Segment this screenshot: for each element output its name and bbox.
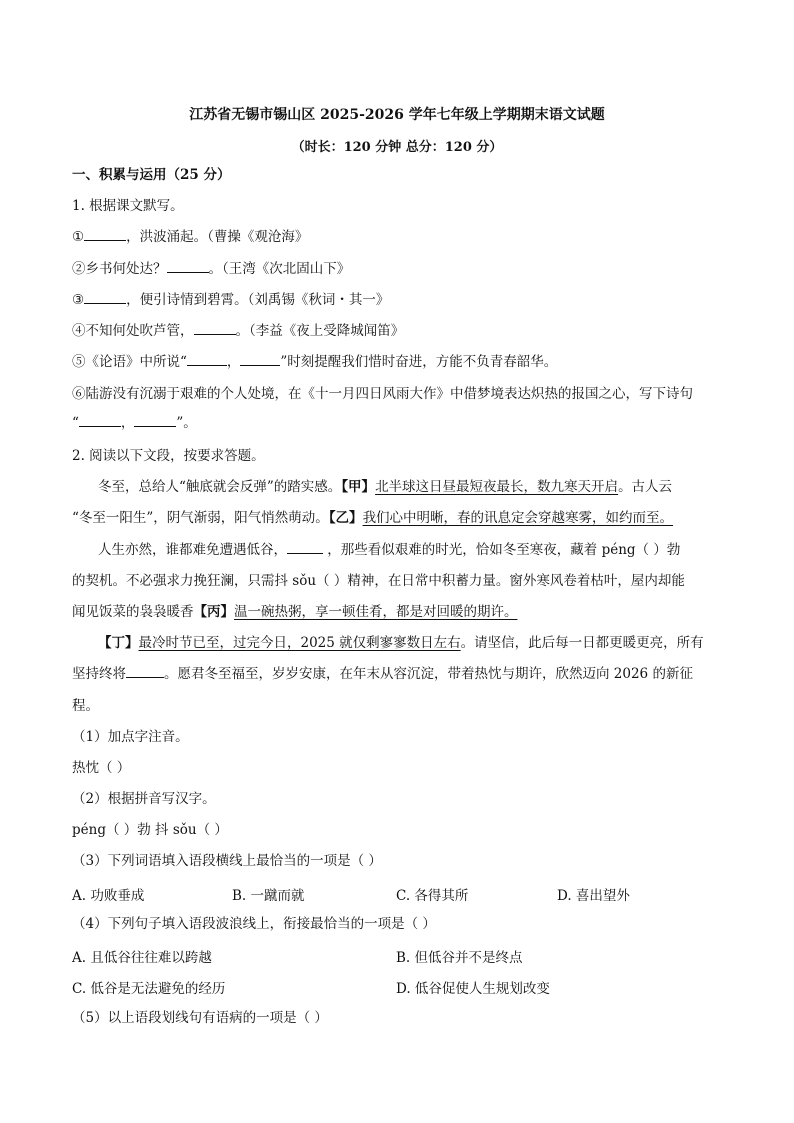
option-b[interactable]: B. 一蹴而就	[232, 888, 305, 904]
text: ②乡书何处达？	[72, 261, 167, 277]
q1-item-1	[72, 228, 308, 246]
answer-blank[interactable]	[167, 260, 209, 273]
q1-stem: 1. 根据课文默写。	[72, 198, 184, 214]
text: “冬至一阳生”，阴气渐弱，阳气悄然萌动。	[72, 510, 329, 526]
text: 闻见饭菜的袅袅暖香	[72, 604, 194, 620]
passage-p1-line1	[98, 478, 672, 496]
sub4-stem: （4）下列句子填入语段波浪线上，衔接最恰当的一项是（ ）	[72, 916, 436, 932]
text: 。古人云	[618, 479, 673, 495]
option-b[interactable]: B. 但低谷并不是终点	[396, 950, 523, 966]
passage-p3-line1	[98, 634, 704, 652]
option-a[interactable]: A. 功败垂成	[72, 888, 145, 904]
text: ，洪波涌起。（曹操《观沧海》	[126, 229, 309, 245]
answer-blank[interactable]	[79, 414, 121, 427]
passage-p2-line3	[72, 603, 518, 621]
marker-yi: 【乙】	[328, 510, 363, 526]
underlined-sentence-yi: 我们心中明晰，春的讯息定会穿越寒雾，如约而至。	[362, 510, 674, 526]
marker-bing: 【丙】	[193, 604, 234, 620]
underlined-sentence-ding: 最冷时节已至，过完今日，2025 就仅剩寥寥数日左右	[138, 635, 461, 651]
text: 。请坚信，此后每一日都更暖更亮，所有	[460, 635, 704, 651]
text: ，	[120, 415, 135, 431]
text: ，那些看似艰难的时光，恰如冬至寒夜，藏着 péng（ ）勃	[323, 542, 681, 558]
answer-blank[interactable]	[134, 414, 176, 427]
q1-item-6-line2	[72, 414, 197, 432]
sub5-stem: （5）以上语段划线句有语病的一项是（ ）	[72, 1010, 328, 1026]
q1-item-4	[72, 322, 404, 340]
answer-blank[interactable]	[287, 541, 323, 554]
passage-p1-line2	[72, 509, 673, 527]
text: ”。	[176, 415, 197, 431]
text: 冬至，总给人“触底就会反弹”的踏实感。	[98, 479, 342, 495]
sub1-stem: （1）加点字注音。	[72, 729, 189, 745]
q2-stem: 2. 阅读以下文段，按要求答题。	[72, 448, 265, 464]
text: ⑤《论语》中所说“	[72, 354, 187, 370]
text: ③	[72, 292, 85, 308]
section-heading: 一、积累与运用（25 分）	[72, 167, 231, 183]
marker-jia: 【甲】	[341, 479, 376, 495]
sub2-stem: （2）根据拼音写汉字。	[72, 791, 216, 807]
answer-blank[interactable]	[126, 665, 164, 678]
passage-p3-line3: 程。	[72, 698, 99, 714]
option-a[interactable]: A. 且低谷往往难以跨越	[72, 950, 212, 966]
marker-ding: 【丁】	[98, 635, 139, 651]
answer-blank[interactable]	[194, 322, 236, 335]
text: 。（李益《夜上受降城闻笛》	[235, 323, 405, 339]
answer-blank[interactable]	[84, 228, 126, 241]
option-c[interactable]: C. 各得其所	[396, 888, 469, 904]
text: ，	[226, 354, 241, 370]
exam-title: 江苏省无锡市锡山区 2025-2026 学年七年级上学期期末语文试题	[189, 107, 605, 123]
text: ，便引诗情到碧霄。（刘禹锡《秋词・其一》	[126, 292, 390, 308]
answer-blank[interactable]	[84, 291, 126, 304]
text: 。（王湾《次北固山下》	[208, 261, 351, 277]
text: “	[72, 415, 79, 431]
passage-p3-line2	[72, 665, 693, 683]
text: 人生亦然，谁都难免遭遇低谷，	[98, 542, 287, 558]
underlined-sentence-jia: 北半球这日昼最短夜最长，数九寒天开启	[375, 479, 619, 495]
text: ①	[72, 229, 85, 245]
underlined-sentence-bing: 温一碗热粥，享一顿佳肴，都是对回暖的期许。	[234, 604, 518, 620]
text: 。愿君冬至福至，岁岁安康，在年末从容沉淀，带着热忱与期许，欣然迈向 2026 的新征	[164, 666, 693, 682]
sub1-item: 热忱（ ）	[72, 760, 131, 776]
sub2-item: péng（ ）勃 抖 sǒu（ ）	[72, 822, 228, 838]
answer-blank[interactable]	[240, 353, 280, 366]
option-c[interactable]: C. 低谷是无法避免的经历	[72, 981, 226, 997]
text: ④不知何处吹芦管，	[72, 323, 194, 339]
q1-item-3	[72, 291, 389, 309]
answer-blank[interactable]	[187, 353, 227, 366]
text: ”时刻提醒我们惜时奋进，方能不负青春韶华。	[280, 354, 558, 370]
option-d[interactable]: D. 低谷促使人生规划改变	[396, 981, 550, 997]
text: 坚持终将	[72, 666, 126, 682]
sub3-stem: （3）下列词语填入语段横线上最恰当的一项是（ ）	[72, 853, 382, 869]
passage-p2-line1	[98, 541, 680, 559]
q1-item-6-line1: ⑥陆游没有沉溺于艰难的个人处境，在《十一月四日风雨大作》中借梦境表达炽热的报国之心，写下诗句	[72, 386, 693, 402]
exam-subtitle: （时长：120 分钟 总分：120 分）	[291, 140, 503, 155]
passage-p2-line2: 的契机。不必强求力挽狂澜，只需抖 sǒu（ ）精神，在日常中积蓄力量。窗外寒风卷着枯叶，屋内却能	[72, 573, 685, 589]
option-d[interactable]: D. 喜出望外	[557, 888, 630, 904]
q1-item-2	[72, 260, 350, 278]
q1-item-5	[72, 353, 557, 371]
